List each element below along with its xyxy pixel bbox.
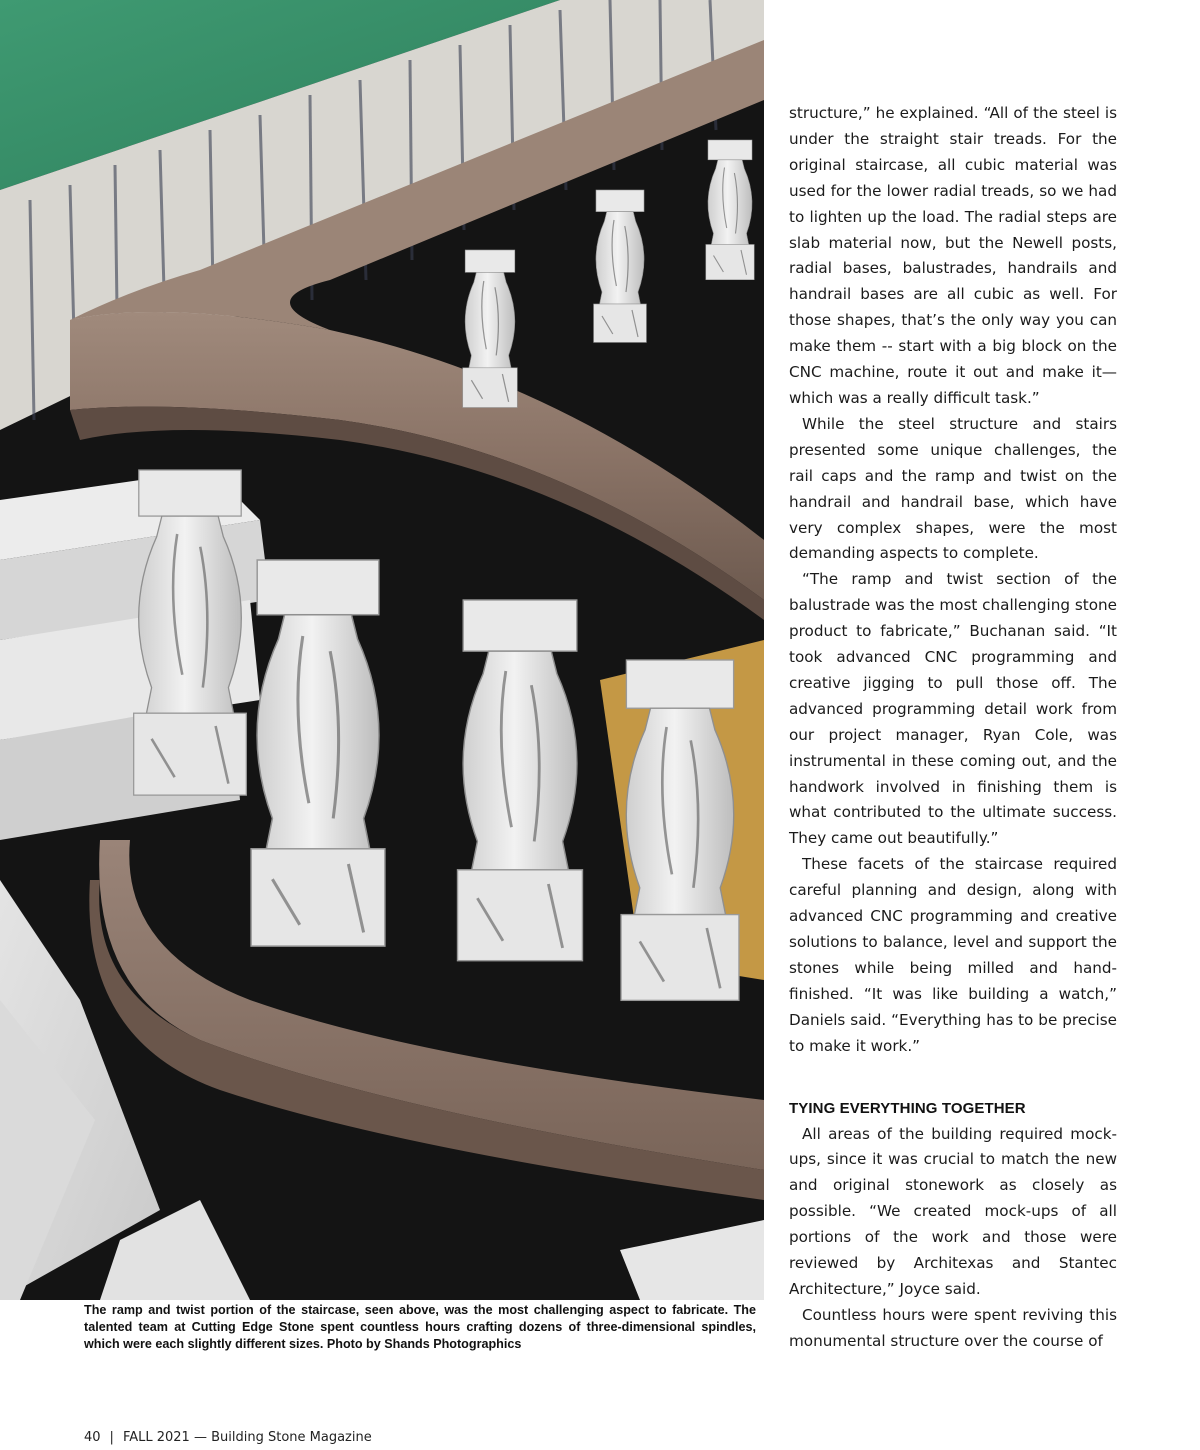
article-paragraph: Countless hours were spent reviving this monumental structure over the course of [789,1305,1117,1350]
article-paragraph: While the steel structure and stairs presented some unique challenges, the rail caps and the ramp and twist on the handrail and handrail base, which have very complex shapes, were the most demanding aspects to complete. [789,414,1117,563]
page-number: 40 [84,1430,101,1445]
magazine-name: — Building Stone Magazine [193,1430,372,1445]
page-footer [84,1430,372,1445]
footer-separator: | [109,1430,114,1445]
article-paragraph: All areas of the building required mock-ups, since it was crucial to match the new and original stonework as closely as possible. “We created mock-ups of all portions of the work and those were reviewed by Architexas and Stantec Architecture,” Joyce said. [789,1124,1117,1298]
section-heading: TYING EVERYTHING TOGETHER [789,1099,1026,1117]
photo-caption: The ramp and twist portion of the staircase, seen above, was the most challenging aspect to fabricate. The talented team at Cutting Edge Stone spent countless hours crafting dozens of three-dimensional spindles, which were each slightly different sizes. Photo by Shands Photographics [84,1303,756,1351]
article-paragraph: “The ramp and twist section of the balustrade was the most challenging stone product to fabricate,” Buchanan said. “It took advanced CNC programming and creative jigging to pull those off. The advanced programming detail work from our project manager, Ryan Cole, was instrumental in these coming out, and the handwork involved in finishing them is what contributed to the ultimate success. They came out beautifully.” [789,570,1117,848]
article-paragraph: structure,” he explained. “All of the steel is under the straight stair treads. For the original staircase, all cubic material was used for the lower radial treads, so we had to lighten up the load. The radial steps are slab material now, but the Newell posts, radial bases, balustrades, handrails and handrail bases are all cubic as well. For those shapes, that’s the only way you can make them -- start with a big block on the CNC machine, route it out and make it—which was a really difficult task.” [789,104,1117,407]
article-paragraph: These facets of the staircase required careful planning and design, along with advanced CNC programming and creative solutions to balance, level and support the stones while being milled and hand-finished. “It was like building a watch,” Daniels said. “Everything has to be precise to make it work.” [789,855,1117,1055]
article-column [789,101,1117,1355]
issue-label: FALL 2021 [122,1430,190,1445]
